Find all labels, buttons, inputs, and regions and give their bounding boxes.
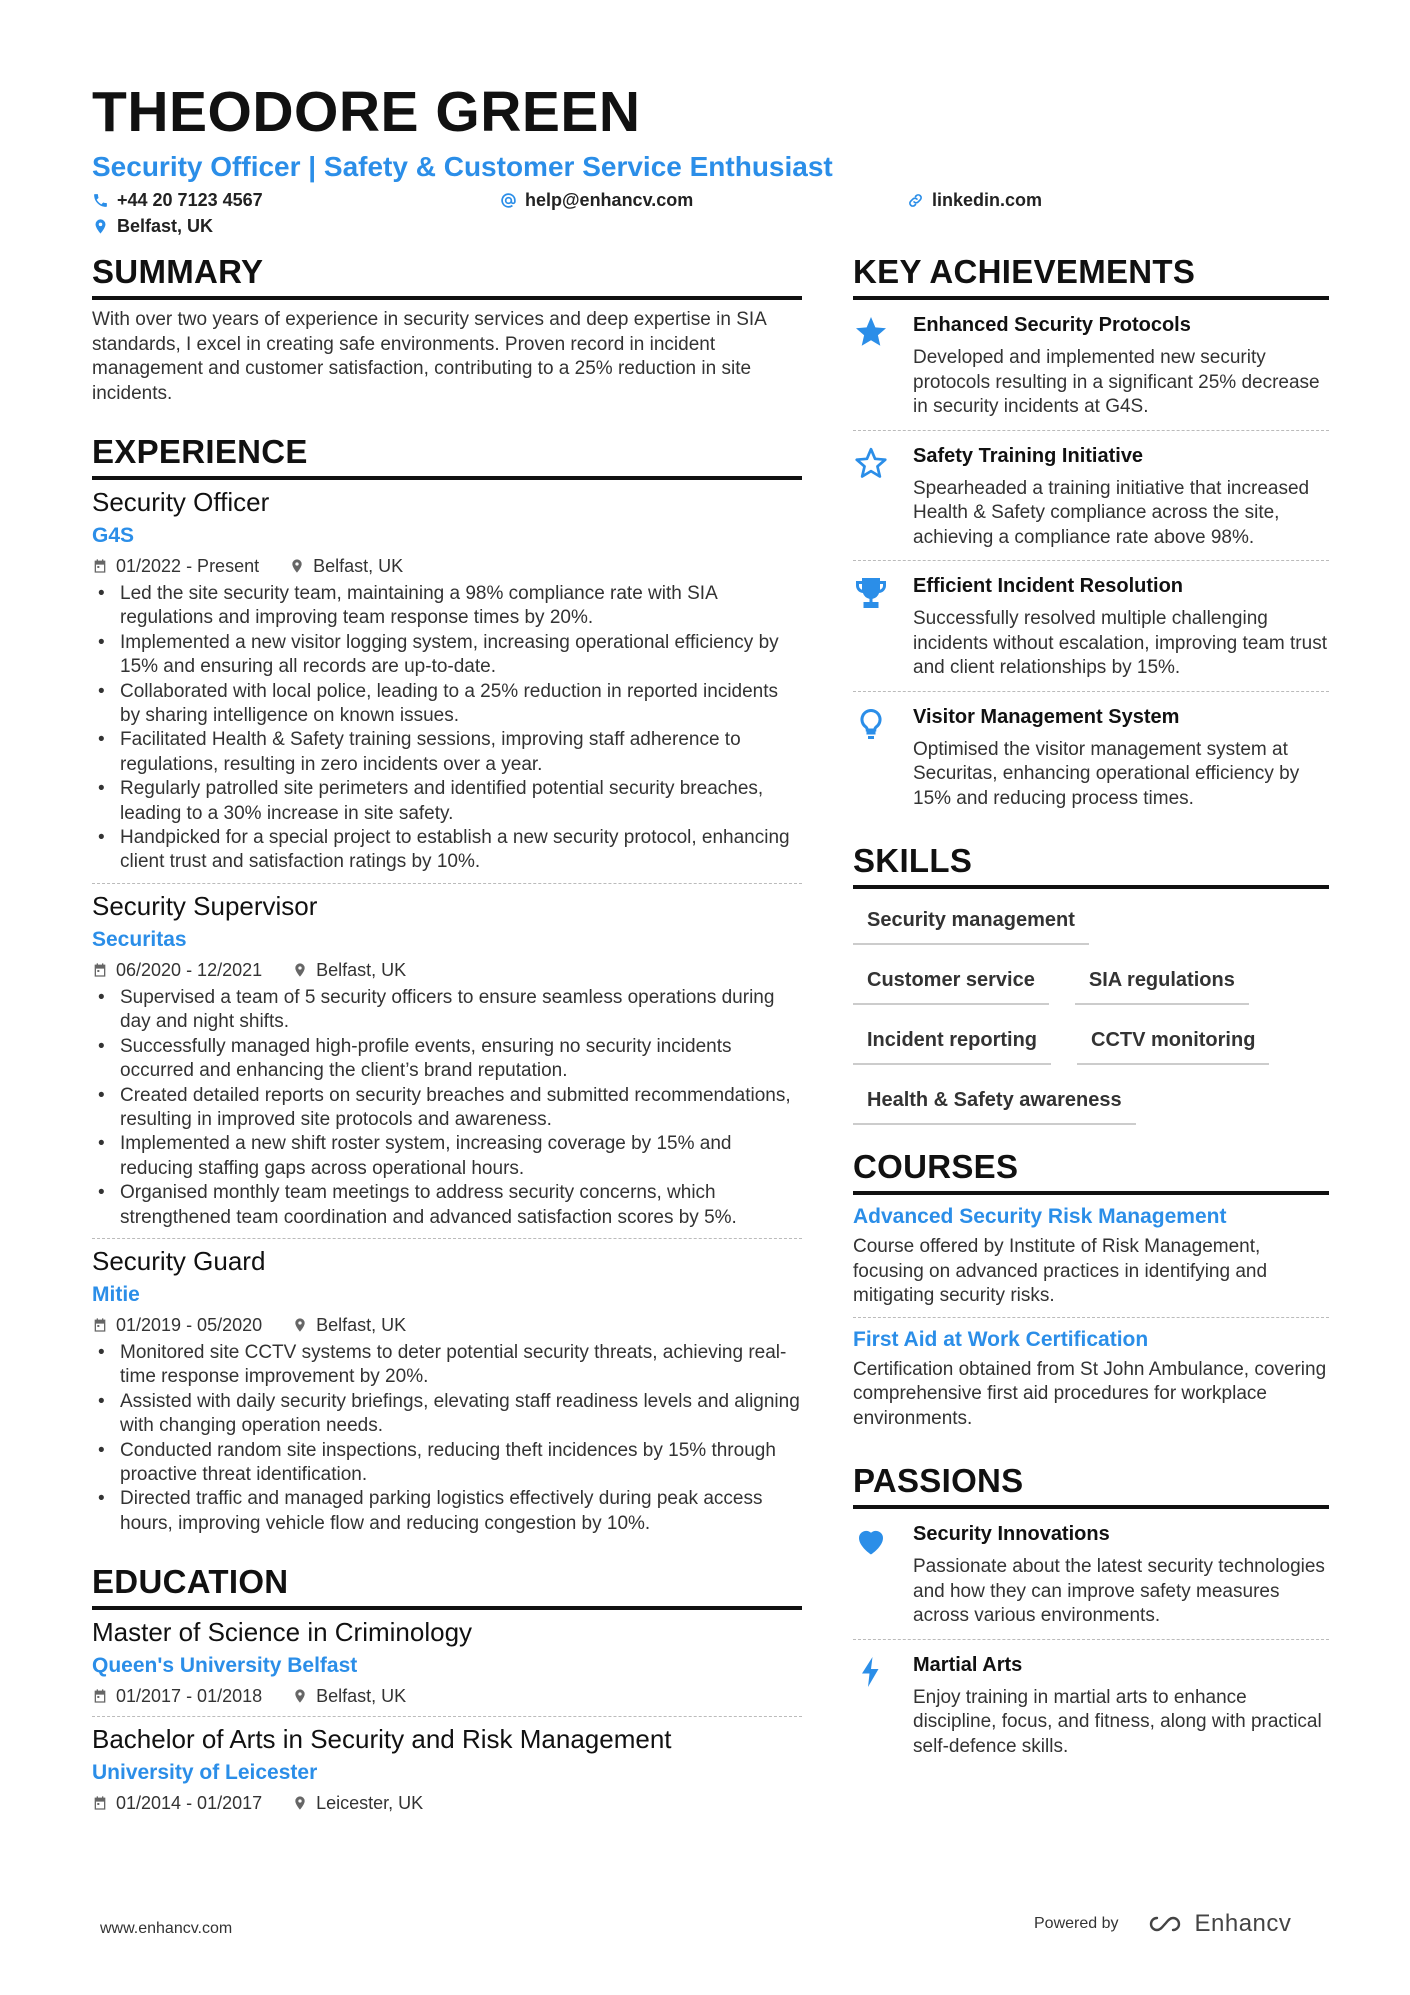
edu-degree: Bachelor of Arts in Security and Risk Management bbox=[92, 1724, 672, 1755]
job-company: G4S bbox=[92, 524, 135, 547]
job-meta bbox=[92, 554, 802, 578]
education-item bbox=[92, 1723, 802, 1815]
skill-tag: Health & Safety awareness bbox=[853, 1083, 1136, 1125]
contact-location bbox=[92, 216, 213, 237]
job-bullet: • Conducted random site inspections, reducing theft incidences by 15% through proactive threat identification. bbox=[92, 1439, 802, 1488]
skills-title: SKILLS bbox=[853, 841, 1329, 889]
calendar-icon bbox=[92, 1688, 108, 1704]
brand-name: Enhancv bbox=[1194, 1910, 1292, 1937]
lightbulb-icon bbox=[853, 706, 889, 742]
summary-text: With over two years of experience in security services and deep expertise in SIA standards, I excel in creating safe environments. Proven record in incident management and customer satisfaction, contributing to a 25% reduction in site incidents. bbox=[92, 309, 766, 404]
achievements-title: KEY ACHIEVEMENTS bbox=[853, 252, 1329, 300]
job-location: Belfast, UK bbox=[313, 556, 404, 576]
brand-logo[interactable] bbox=[1143, 1910, 1292, 1938]
job-location: Belfast, UK bbox=[316, 959, 407, 980]
job-bullet: • Assisted with daily security briefings, elevating staff readiness levels and aligning with changing operation needs. bbox=[92, 1390, 802, 1439]
education-item bbox=[92, 1616, 802, 1717]
course-title: First Aid at Work Certification bbox=[853, 1327, 1149, 1351]
job-bullet: • Regularly patrolled site perimeters and identified potential security breaches, leading to a 30% increase in site safety. bbox=[92, 777, 802, 826]
edu-location: Leicester, UK bbox=[316, 1793, 424, 1814]
course-desc: Course offered by Institute of Risk Management, focusing on advanced practices in identifying and mitigating security risks. bbox=[853, 1236, 1268, 1306]
right-column bbox=[853, 252, 1329, 1769]
job-bullets bbox=[92, 1341, 802, 1536]
passions-title: PASSIONS bbox=[853, 1461, 1329, 1509]
job-dates: 06/2020 - 12/2021 bbox=[116, 959, 263, 980]
passion-item bbox=[853, 1639, 1329, 1770]
job-bullet: • Monitored site CCTV systems to deter potential security threats, achieving real-time response improvement by 20%. bbox=[92, 1341, 802, 1390]
passion-title: Security Innovations bbox=[913, 1523, 1110, 1545]
lightning-icon bbox=[853, 1654, 889, 1690]
phone-icon bbox=[92, 192, 109, 209]
skill-tag: Customer service bbox=[853, 963, 1049, 1005]
courses-title: COURSES bbox=[853, 1147, 1329, 1195]
link-icon bbox=[907, 192, 924, 209]
location-pin-icon bbox=[292, 962, 308, 978]
calendar-icon bbox=[92, 1795, 108, 1811]
skills-list bbox=[853, 903, 1329, 1143]
course-item bbox=[853, 1195, 1329, 1318]
job-bullet: • Handpicked for a special project to establish a new security protocol, enhancing client trust and satisfaction ratings by 10%. bbox=[92, 826, 802, 875]
candidate-headline: Security Officer | Safety & Customer Service Enthusiast bbox=[92, 151, 833, 182]
trophy-icon bbox=[853, 575, 889, 611]
course-desc: Certification obtained from St John Ambulance, covering comprehensive first aid procedures for workplace environments. bbox=[853, 1358, 1327, 1429]
powered-by-text: Powered by bbox=[1034, 1915, 1119, 1932]
job-bullet: • Supervised a team of 5 security officers to ensure seamless operations during day and night shifts. bbox=[92, 986, 802, 1035]
divider bbox=[92, 1716, 802, 1717]
divider bbox=[92, 1238, 802, 1239]
course-item bbox=[853, 1318, 1329, 1432]
achievement-item bbox=[853, 300, 1329, 430]
job-dates: 01/2019 - 05/2020 bbox=[116, 1314, 263, 1335]
left-column bbox=[92, 252, 802, 1815]
footer-branding bbox=[1034, 1910, 1291, 1938]
skill-tag: CCTV monitoring bbox=[1077, 1023, 1269, 1065]
job-bullet: • Collaborated with local police, leading to a 25% reduction in reported incidents by sharing intelligence on known issues. bbox=[92, 680, 802, 729]
candidate-name: THEODORE GREEN bbox=[92, 80, 641, 144]
achievement-title: Visitor Management System bbox=[913, 705, 1180, 728]
achievement-item bbox=[853, 430, 1329, 561]
footer-website[interactable]: www.enhancv.com bbox=[100, 1920, 233, 1937]
contact-info bbox=[92, 190, 1332, 244]
calendar-icon bbox=[92, 1317, 108, 1333]
course-title: Advanced Security Risk Management bbox=[853, 1205, 1227, 1228]
passion-item bbox=[853, 1509, 1329, 1639]
location-pin-icon bbox=[292, 1317, 308, 1333]
job-company: Securitas bbox=[92, 927, 187, 951]
achievement-item bbox=[853, 691, 1329, 822]
divider bbox=[92, 883, 802, 884]
job-bullet: • Successfully managed high-profile events, ensuring no security incidents occurred and enhancing the client’s brand reputation. bbox=[92, 1035, 802, 1084]
job-dates: 01/2022 - Present bbox=[116, 556, 260, 576]
edu-location: Belfast, UK bbox=[316, 1686, 407, 1707]
edu-meta bbox=[92, 1791, 802, 1815]
star-filled-icon bbox=[853, 314, 889, 350]
experience-item bbox=[92, 486, 802, 884]
job-company: Mitie bbox=[92, 1282, 140, 1306]
enhancv-logo-icon bbox=[1143, 1913, 1187, 1935]
job-bullet: • Implemented a new visitor logging system, increasing operational efficiency by 15% and ensuring all records are up-to-date. bbox=[92, 631, 802, 680]
passion-title: Martial Arts bbox=[913, 1653, 1023, 1676]
location-pin-icon bbox=[289, 558, 305, 574]
passion-desc: Enjoy training in martial arts to enhance discipline, focus, and fitness, along with practical self-defence skills. bbox=[913, 1686, 1322, 1757]
edu-meta bbox=[92, 1684, 802, 1708]
contact-phone[interactable] bbox=[92, 190, 263, 211]
job-location: Belfast, UK bbox=[316, 1314, 407, 1335]
experience-item bbox=[92, 1245, 802, 1536]
job-meta bbox=[92, 958, 802, 982]
achievement-desc: Developed and implemented new security protocols resulting in a significant 25% decrease in security incidents at G4S. bbox=[913, 347, 1320, 417]
passion-desc: Passionate about the latest security technologies and how they can improve safety measures across various environments. bbox=[913, 1556, 1325, 1626]
edu-school: University of Leicester bbox=[92, 1761, 318, 1785]
location-pin-icon bbox=[292, 1688, 308, 1704]
summary-title: SUMMARY bbox=[92, 252, 802, 300]
skill-tag: Security management bbox=[853, 903, 1089, 945]
edu-dates: 01/2014 - 01/2017 bbox=[116, 1793, 263, 1814]
linkedin-text: linkedin.com bbox=[932, 190, 1043, 210]
achievement-title: Enhanced Security Protocols bbox=[913, 314, 1191, 336]
contact-email[interactable] bbox=[500, 190, 693, 211]
edu-degree: Master of Science in Criminology bbox=[92, 1617, 473, 1648]
job-role: Security Officer bbox=[92, 487, 270, 517]
at-icon bbox=[500, 192, 517, 209]
calendar-icon bbox=[92, 558, 108, 574]
heart-icon bbox=[853, 1523, 889, 1559]
calendar-icon bbox=[92, 962, 108, 978]
education-title: EDUCATION bbox=[92, 1562, 802, 1610]
job-role: Security Guard bbox=[92, 1245, 266, 1276]
job-bullet: • Led the site security team, maintaining a 98% compliance rate with SIA regulations and improving team response times by 20%. bbox=[92, 582, 802, 631]
location-pin-icon bbox=[92, 218, 109, 235]
achievement-title: Efficient Incident Resolution bbox=[913, 575, 1184, 597]
experience-item bbox=[92, 890, 802, 1239]
contact-linkedin[interactable] bbox=[907, 190, 1042, 211]
skill-tag: SIA regulations bbox=[1075, 963, 1249, 1005]
experience-title: EXPERIENCE bbox=[92, 432, 802, 480]
location-pin-icon bbox=[292, 1795, 308, 1811]
skill-tag: Incident reporting bbox=[853, 1023, 1051, 1065]
phone-text: +44 20 7123 4567 bbox=[117, 190, 263, 210]
job-bullet: • Facilitated Health & Safety training sessions, improving staff adherence to regulations, resulting in zero incidents over a year. bbox=[92, 728, 802, 777]
star-outline-icon bbox=[853, 445, 889, 481]
job-bullet: • Created detailed reports on security breaches and submitted recommendations, resulting in improved site protocols and awareness. bbox=[92, 1084, 802, 1133]
resume-header bbox=[92, 78, 1332, 244]
job-bullets bbox=[92, 582, 802, 875]
job-role: Security Supervisor bbox=[92, 890, 318, 921]
achievement-title: Safety Training Initiative bbox=[913, 444, 1144, 467]
job-bullets bbox=[92, 986, 802, 1230]
email-text: help@enhancv.com bbox=[525, 190, 694, 210]
job-bullet: • Organised monthly team meetings to address security concerns, which strengthened team coordination and advanced satisfaction scores by 5%. bbox=[92, 1181, 802, 1230]
achievement-desc: Spearheaded a training initiative that increased Health & Safety compliance across the site, achieving a compliance rate above 98%. bbox=[913, 477, 1310, 548]
job-bullet: • Directed traffic and managed parking logistics effectively during peak access hours, improving vehicle flow and reducing congestion by 10%. bbox=[92, 1487, 802, 1536]
edu-dates: 01/2017 - 01/2018 bbox=[116, 1686, 263, 1707]
edu-school: Queen's University Belfast bbox=[92, 1654, 358, 1678]
achievement-desc: Optimised the visitor management system at Securitas, enhancing operational efficiency by 15% and reducing process times. bbox=[913, 738, 1300, 809]
job-meta bbox=[92, 1313, 802, 1337]
location-text: Belfast, UK bbox=[117, 216, 214, 236]
achievement-item bbox=[853, 560, 1329, 691]
job-bullet: • Implemented a new shift roster system, increasing coverage by 15% and reducing staffing gaps across operational hours. bbox=[92, 1132, 802, 1181]
achievement-desc: Successfully resolved multiple challenging incidents without escalation, improving team trust and client relationships by 15%. bbox=[913, 608, 1327, 678]
